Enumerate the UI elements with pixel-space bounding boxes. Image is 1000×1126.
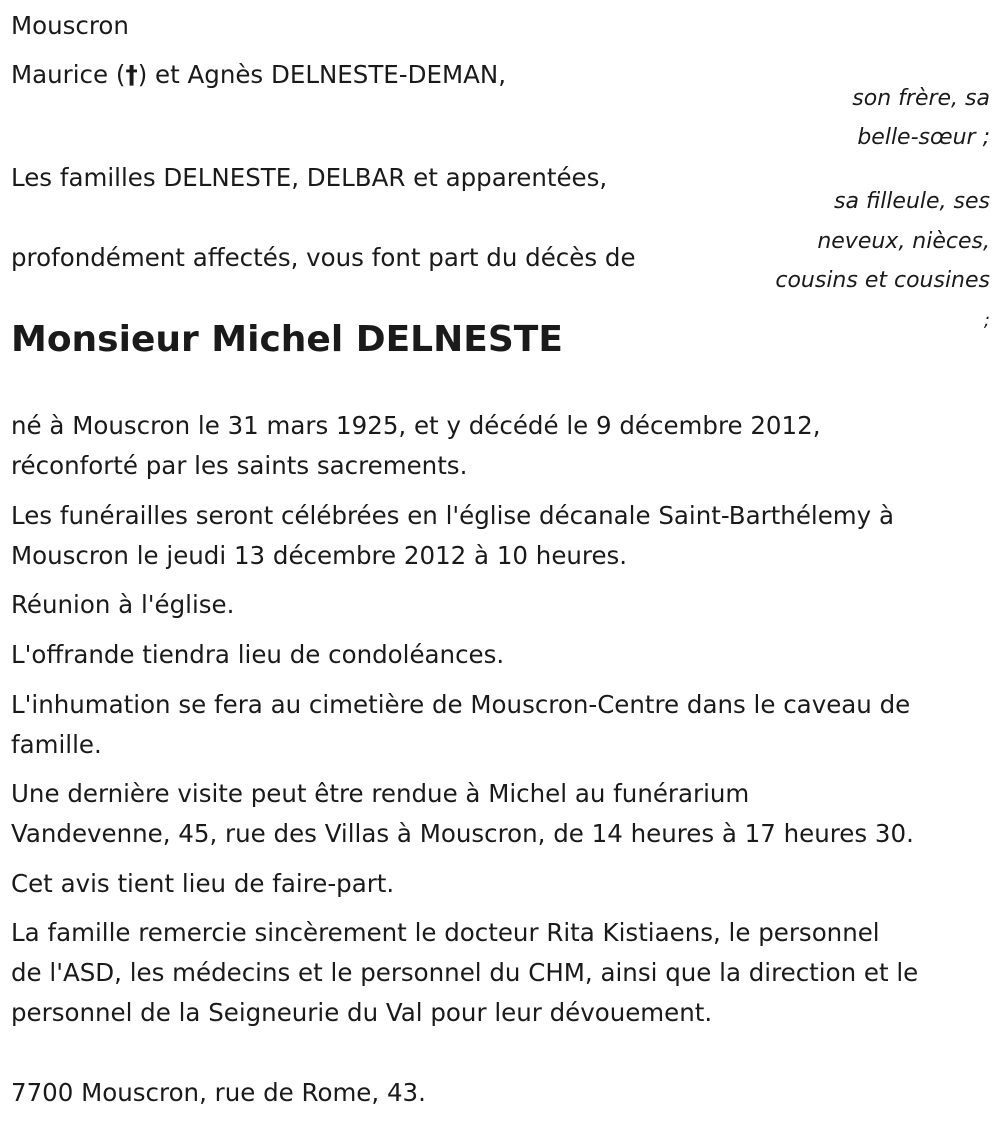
meeting-line: Réunion à l'église.	[11, 590, 235, 619]
burial-line-1: L'inhumation se fera au cimetière de Mouscron-Centre dans le caveau de	[11, 690, 911, 719]
family-line-parents-start: Maurice (	[11, 60, 126, 89]
birth-death-line: né à Mouscron le 31 mars 1925, et y décédé le 9 décembre 2012,	[11, 411, 821, 440]
relation-brother: son frère, sa	[852, 86, 990, 111]
deceased-name: Monsieur Michel DELNESTE	[11, 319, 563, 360]
family-line-families: Les familles DELNESTE, DELBAR et apparentées,	[11, 163, 608, 192]
funeral-line-1: Les funérailles seront célébrées en l'église décanale Saint-Barthélemy à	[11, 501, 894, 530]
burial-line-2: famille.	[11, 730, 102, 759]
family-line-parents	[11, 55, 506, 95]
city-heading: Mouscron	[11, 11, 129, 40]
visit-line-2: Vandevenne, 45, rue des Villas à Mouscron, de 14 heures à 17 heures 30.	[11, 819, 914, 848]
relation-sister-in-law: belle-sœur ;	[857, 125, 990, 150]
offering-line: L'offrande tiendra lieu de condoléances.	[11, 640, 505, 669]
family-line-parents-end: ) et Agnès DELNESTE-DEMAN,	[137, 60, 506, 89]
relation-goddaughter: sa filleule, ses	[834, 189, 990, 214]
relation-end: ;	[983, 310, 990, 331]
relation-cousins: cousins et cousines	[775, 268, 990, 293]
thanks-line-2: de l'ASD, les médecins et le personnel du CHM, ainsi que la direction et le	[11, 958, 919, 987]
sacraments-line: réconforté par les saints sacrements.	[11, 451, 468, 480]
visit-line-1: Une dernière visite peut être rendue à Michel au funérarium	[11, 779, 750, 808]
cross-icon: †	[125, 60, 138, 89]
address-line: 7700 Mouscron, rue de Rome, 43.	[11, 1078, 426, 1107]
relation-nephews: neveux, nièces,	[817, 229, 990, 254]
thanks-line-3: personnel de la Seigneurie du Val pour leur dévouement.	[11, 998, 713, 1027]
funeral-line-2: Mouscron le jeudi 13 décembre 2012 à 10 heures.	[11, 541, 628, 570]
family-line-announcement: profondément affectés, vous font part du décès de	[11, 243, 636, 272]
thanks-line-1: La famille remercie sincèrement le docteur Rita Kistiaens, le personnel	[11, 918, 880, 947]
notice-line: Cet avis tient lieu de faire-part.	[11, 869, 395, 898]
